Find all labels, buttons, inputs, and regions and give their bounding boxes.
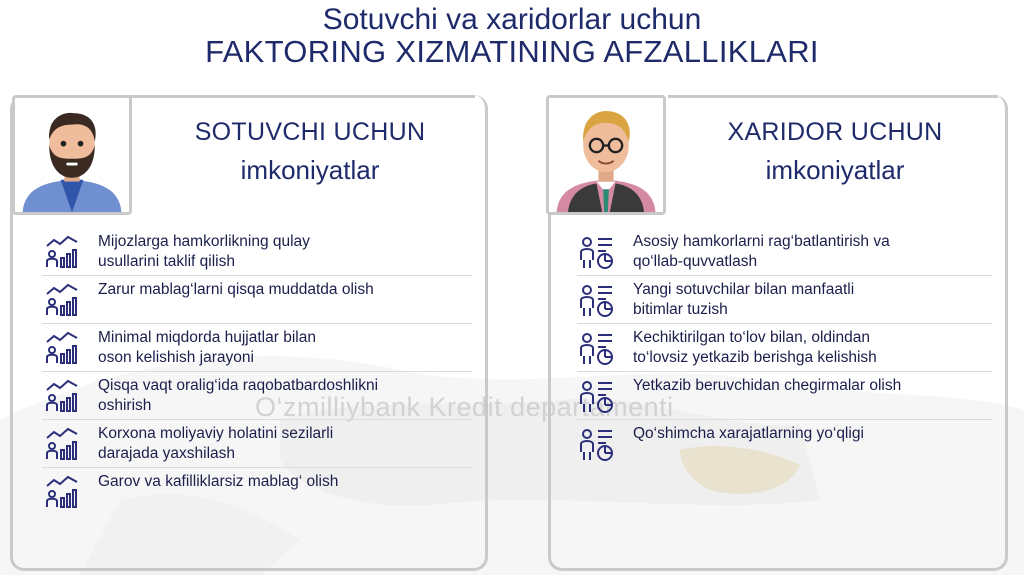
buyer-avatar [546,95,666,215]
seller-heading-block [155,118,465,186]
list-item [42,276,472,324]
list-item [577,228,992,276]
title-line-1: Sotuvchi va xaridorlar uchun [322,3,702,36]
seller-item-text: Mijozlarga hamkorlikning qulay usullarini taklif qilish [98,233,310,270]
person-list-pie-icon [579,426,615,462]
seller-item-text: Zarur mablag‘larni qisqa muddatda olish [98,281,374,298]
person-growth-chart-icon [44,234,80,270]
list-item [42,420,472,468]
bearded-man-icon [15,98,129,212]
slide-title [0,0,1024,68]
buyer-item-text: Kechiktirilgan to‘lov bilan, oldindan to‘lovsiz yetkazib berishga kelishish [633,329,877,366]
person-growth-chart-icon [44,378,80,414]
list-item [42,324,472,372]
buyer-heading-block [680,118,990,186]
list-item [577,420,992,468]
person-list-pie-icon [579,378,615,414]
list-item [42,228,472,276]
buyer-item-text: Qo‘shimcha xarajatlarning yo‘qligi [633,425,864,442]
list-item [577,324,992,372]
person-growth-chart-icon [44,474,80,510]
buyer-subheading: imkoniyatlar [765,155,905,185]
seller-item-text: Korxona moliyaviy holatini sezilarli darajada yaxshilash [98,425,334,462]
watermark-text: O‘zmilliybank Kredit departamenti [255,392,674,422]
man-with-glasses-icon [549,98,663,212]
buyer-item-text: Yangi sotuvchilar bilan manfaatli bitimlar tuzish [633,281,855,318]
buyer-benefits-list [577,228,992,468]
person-list-pie-icon [579,234,615,270]
person-growth-chart-icon [44,330,80,366]
list-item [42,372,472,420]
seller-panel-top-border [130,95,475,98]
buyer-panel-top-border [668,95,998,98]
seller-benefits-list [42,228,472,516]
list-item [577,276,992,324]
seller-heading: SOTUVCHI UCHUN [194,118,426,146]
person-list-pie-icon [579,282,615,318]
list-item [42,468,472,516]
seller-item-text: Qisqa vaqt oralig‘ida raqobatbardoshlikni oshirish [98,377,379,414]
buyer-item-text: Yetkazib beruvchidan chegirmalar olish [633,377,902,394]
seller-subheading: imkoniyatlar [240,155,380,185]
person-growth-chart-icon [44,282,80,318]
buyer-heading: XARIDOR UCHUN [727,118,943,146]
seller-item-text: Minimal miqdorda hujjatlar bilan oson kelishish jarayoni [98,329,316,366]
title-line-2: FAKTORING XIZMATINING AFZALLIKLARI [205,33,819,69]
person-growth-chart-icon [44,426,80,462]
person-list-pie-icon [579,330,615,366]
seller-avatar [12,95,132,215]
seller-item-text: Garov va kafilliklarsiz mablag‘ olish [98,473,339,490]
list-item [577,372,992,420]
buyer-item-text: Asosiy hamkorlarni rag‘batlantirish va qo‘llab-quvvatlash [633,233,890,270]
